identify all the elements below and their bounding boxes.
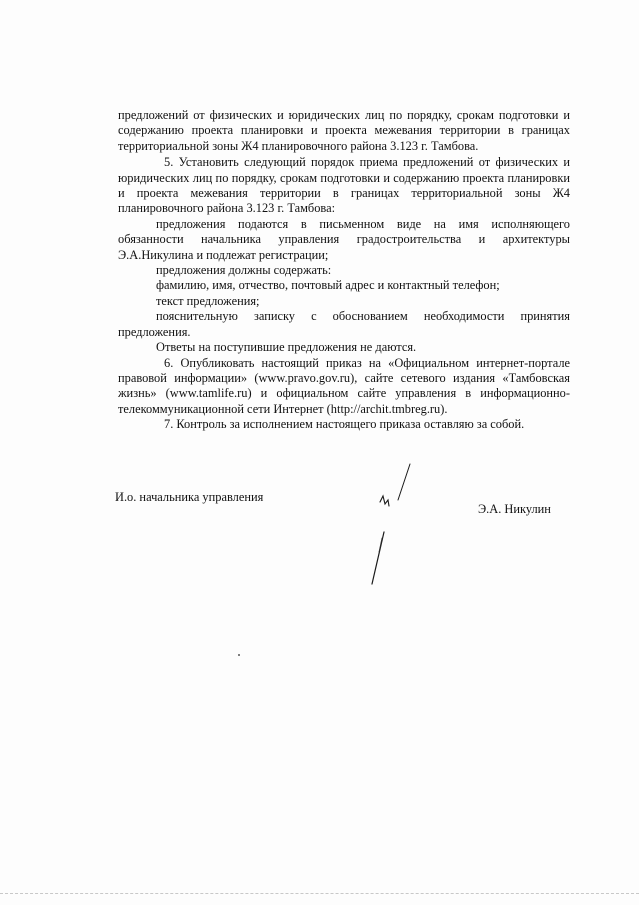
signatory-position: И.о. начальника управления xyxy=(115,490,264,504)
paragraph-item-6: 6. Опубликовать настоящий приказ на «Официальном интернет-портале правовой информации» (www.pravo.gov.ru), сайте сетевого издания «Тамбовская жизнь» (www.tamlife.ru) и официальном сайте управления в информационно-телекоммуникационной сети Интернет (http://archit.tmbreg.ru). xyxy=(118,355,570,416)
paragraph-item-5-contents: предложения должны содержать: xyxy=(156,263,332,278)
paragraph-item-5-text: текст предложения; xyxy=(156,293,260,308)
scan-speck xyxy=(238,654,240,656)
paragraph-item-5-answers: Ответы на поступившие предложения не даются. xyxy=(156,340,417,355)
page-bottom-edge xyxy=(0,893,639,898)
document-body xyxy=(118,108,570,433)
paragraph-continuation: предложений от физических и юридических лиц по порядку, срокам подготовки и содержанию проекта планировки и проекта межевания территории в границах территориальной зоны Ж4 планировочного района 3.123 г. Тамбова. xyxy=(118,108,570,153)
paragraph-item-7: 7. Контроль за исполнением настоящего приказа оставляю за собой. xyxy=(164,417,525,432)
paragraph-item-5-submission: предложения подаются в письменном виде на имя исполняющего обязанности начальника управления градостроительства и архитектуры Э.А.Никулина и подлежат регистрации; xyxy=(118,216,570,262)
paragraph-item-5-fio: фамилию, имя, отчество, почтовый адрес и контактный телефон; xyxy=(156,278,500,293)
handwritten-signature xyxy=(358,462,418,592)
signatory-name: Э.А. Никулин xyxy=(478,502,551,516)
paragraph-item-5-note: пояснительную записку с обоснованием необходимости принятия предложения. xyxy=(118,309,570,339)
paragraph-item-5: 5. Установить следующий порядок приема предложений от физических и юридических лиц по порядку, срокам подготовки и содержанию проекта планировки и проекта межевания территории в границах территориальной зоны Ж4 планировочного района 3.123 г. Тамбова: xyxy=(118,155,570,216)
